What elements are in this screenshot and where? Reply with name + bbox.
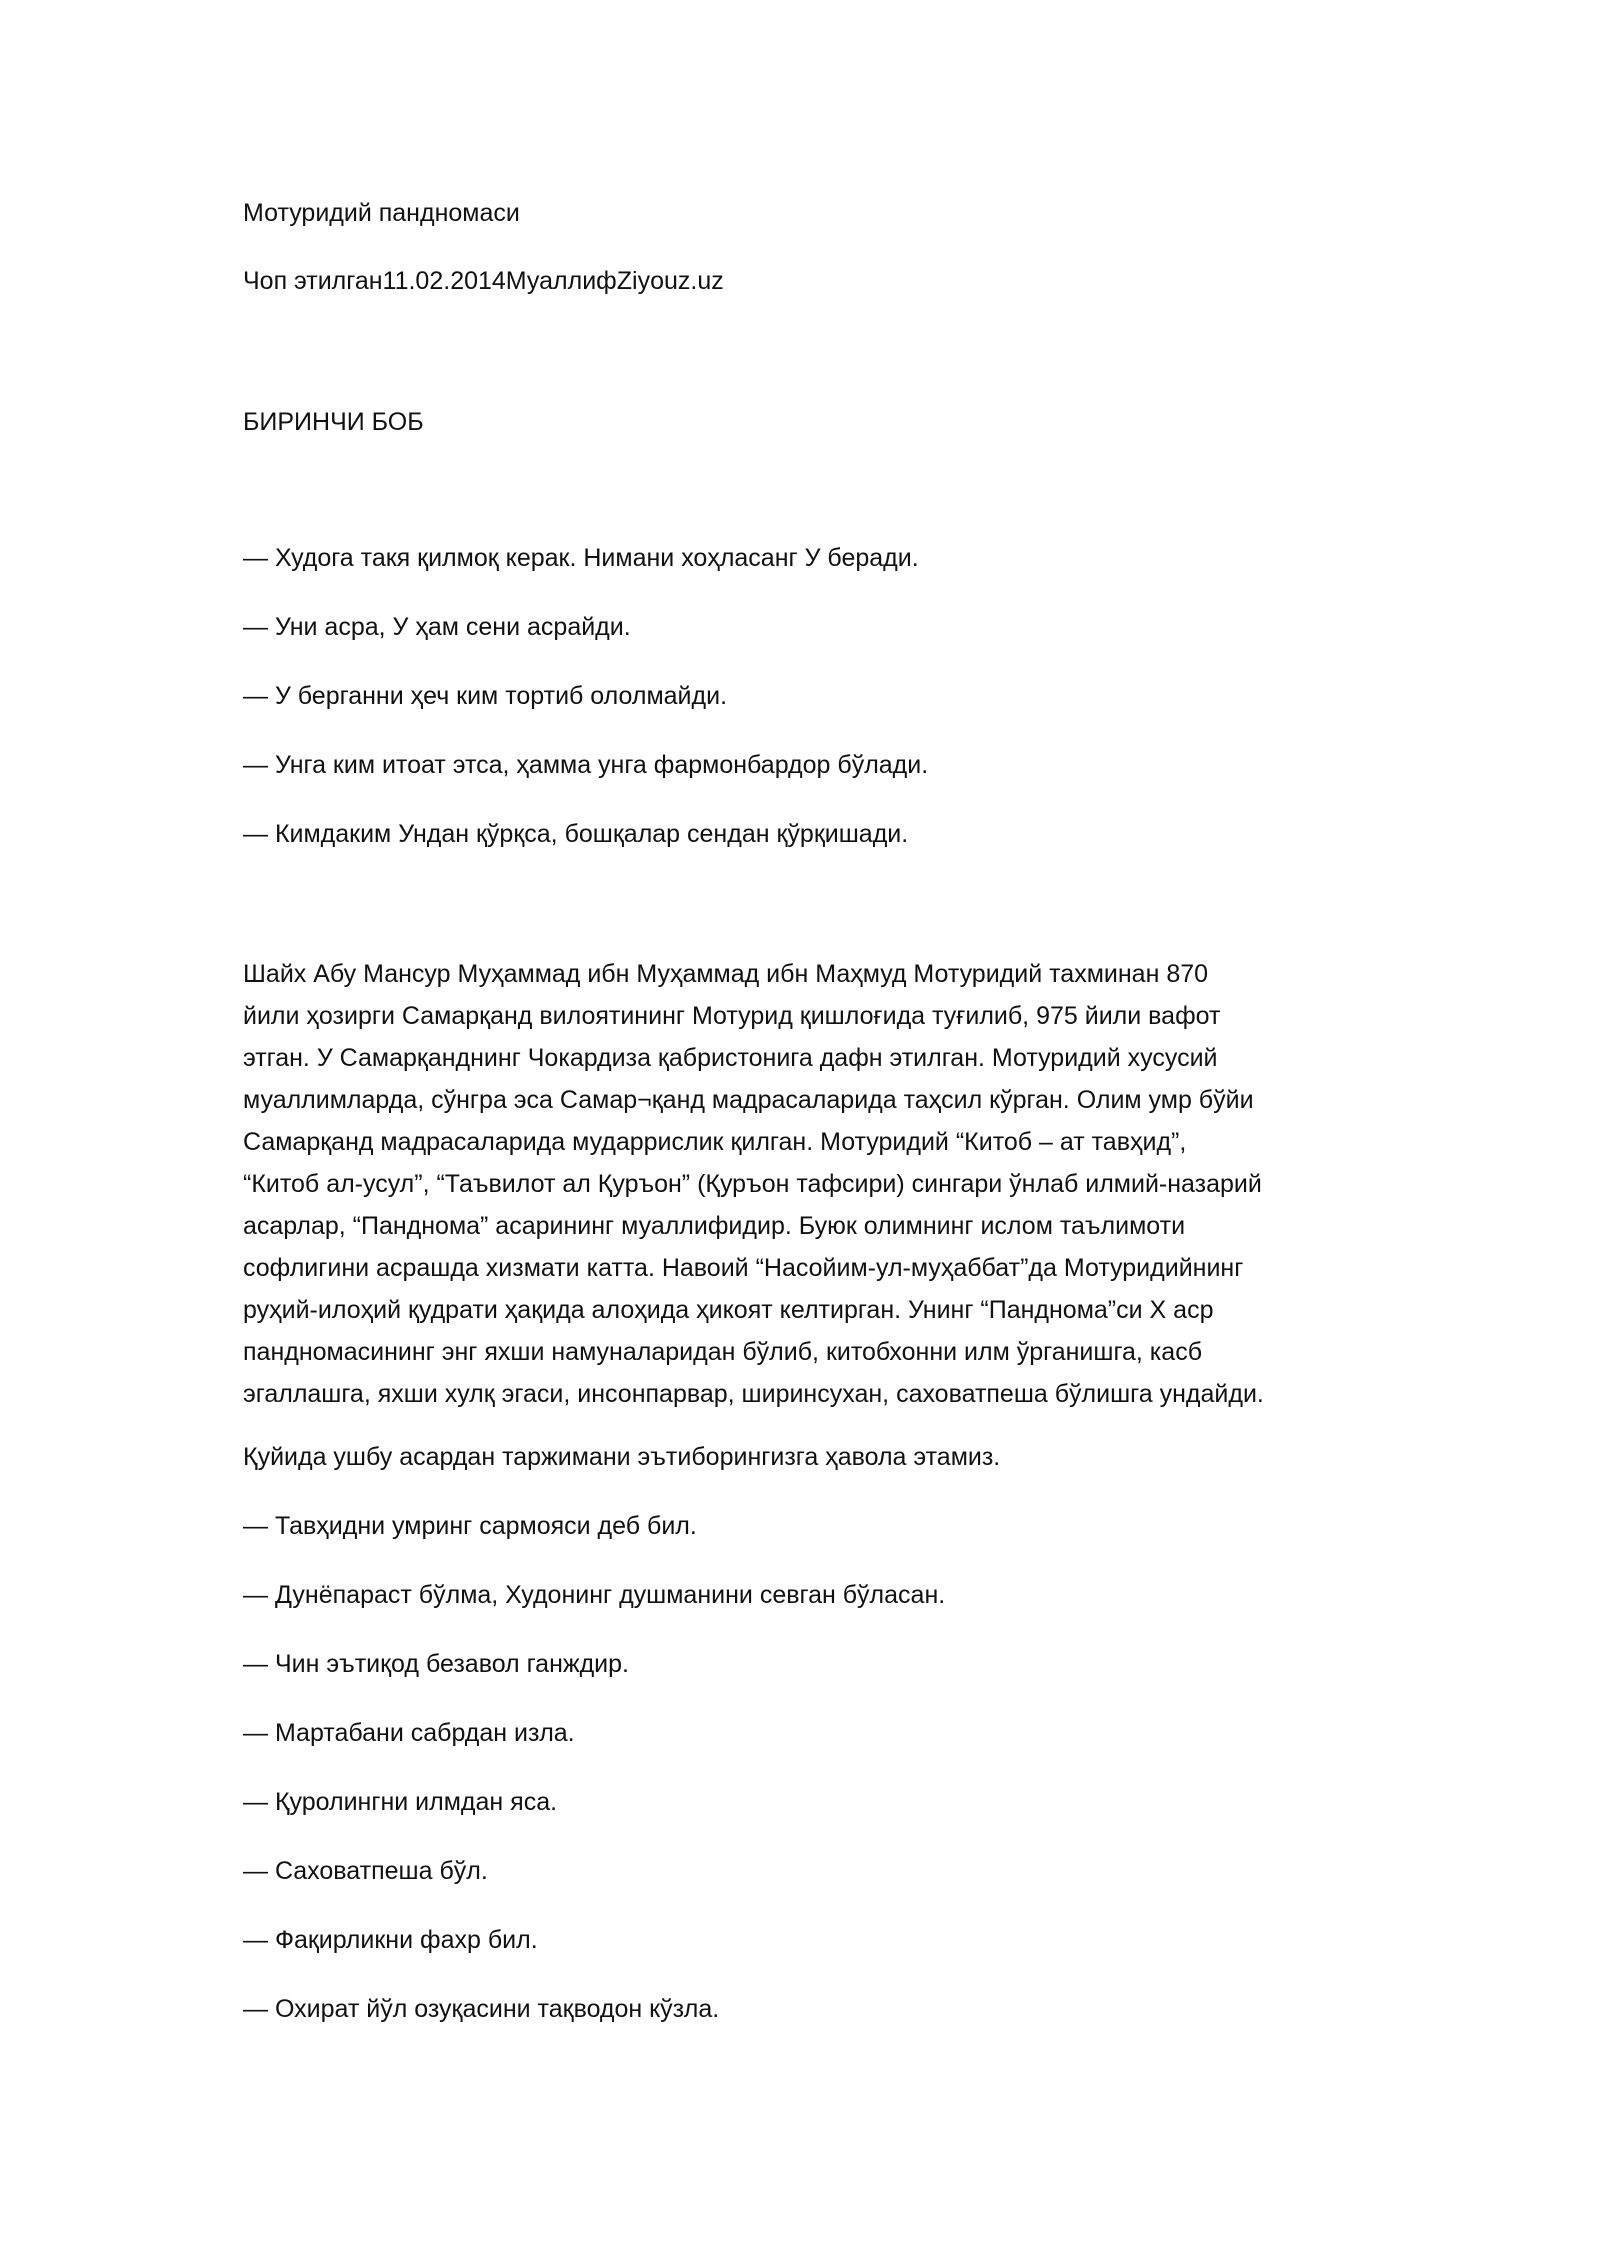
saying-line: — Қуролингни илмдан яса. [243, 1788, 558, 1816]
paragraph-line: софлигини асрашда хизмати катта. Навоий “Насойим-ул-муҳаббат”да Мотуридийнинг [243, 1254, 1244, 1282]
saying-line: — Дунёпараст бўлма, Худонинг душманини севган бўласан. [243, 1581, 946, 1609]
paragraph-line: пандномасининг энг яхши намуналаридан бўлиб, китобхонни илм ўрганишга, касб [243, 1338, 1203, 1366]
publication-meta: Чоп этилган11.02.2014МуаллифZiyouz.uz [243, 267, 724, 295]
paragraph-line: “Китоб ал-усул”, “Таъвилот ал Қуръон” (Қуръон тафсири) сингари ўнлаб илмий-назарий [243, 1170, 1262, 1198]
saying-line: — Мартабани сабрдан изла. [243, 1719, 575, 1747]
paragraph-line: руҳий-илоҳий қудрати ҳақида алоҳида ҳикоят келтирган. Унинг “Пандномa”си Х аср [243, 1296, 1214, 1324]
chapter-heading: БИРИНЧИ БОБ [243, 408, 424, 436]
saying-line: — Унга ким итоат этса, ҳамма унга фармонбардор бўлади. [243, 751, 929, 779]
saying-line: — Кимдаким Ундан қўрқса, бошқалар сендан қўрқишади. [243, 820, 909, 848]
intro-line: Қуйида ушбу асардан таржимани эътиборингизга ҳавола этамиз. [243, 1443, 1001, 1471]
paragraph-line: этган. У Самарқанднинг Чокардиза қабристонига дафн этилган. Мотуридий хусусий [243, 1044, 1218, 1072]
saying-line: — У берганни ҳеч ким тортиб ололмайди. [243, 682, 728, 710]
saying-line: — Саховатпеша бўл. [243, 1857, 488, 1885]
paragraph-line: асарлар, “Пандномa” асарининг муаллифидир. Буюк олимнинг ислом таълимоти [243, 1212, 1186, 1240]
paragraph-line: эгаллашга, яхши хулқ эгаси, инсонпарвар, ширинсухан, саховатпеша бўлишга ундайди. [243, 1380, 1264, 1408]
paragraph-line: муаллимларда, сўнгра эса Самар¬қанд мадрасаларида таҳсил кўрган. Олим умр бўйи [243, 1086, 1254, 1114]
saying-line: — Худога такя қилмоқ керак. Нимани хоҳласанг У беради. [243, 544, 919, 572]
paragraph-line: Самарқанд мадрасаларида мударрислик қилган. Мотуридий “Китоб – ат тавҳид”, [243, 1128, 1187, 1156]
saying-line: — Тавҳидни умринг сармояси деб бил. [243, 1512, 697, 1540]
saying-line: — Охират йўл озуқасини тақводон кўзла. [243, 1995, 720, 2023]
document-title: Мотуридий пандномаси [243, 199, 520, 227]
paragraph-line: йили ҳозирги Самарқанд вилоятининг Мотурид қишлоғида туғилиб, 975 йили вафот [243, 1002, 1221, 1030]
saying-line: — Чин эътиқод безавол ганждир. [243, 1650, 629, 1678]
saying-line: — Уни асра, У ҳам сени асрайди. [243, 613, 631, 641]
paragraph-line: Шайх Абу Мансур Муҳаммад ибн Муҳаммад ибн Маҳмуд Мотуридий тахминан 870 [243, 960, 1209, 988]
saying-line: — Фақирликни фахр бил. [243, 1926, 538, 1954]
biography-paragraph [243, 953, 1363, 1415]
